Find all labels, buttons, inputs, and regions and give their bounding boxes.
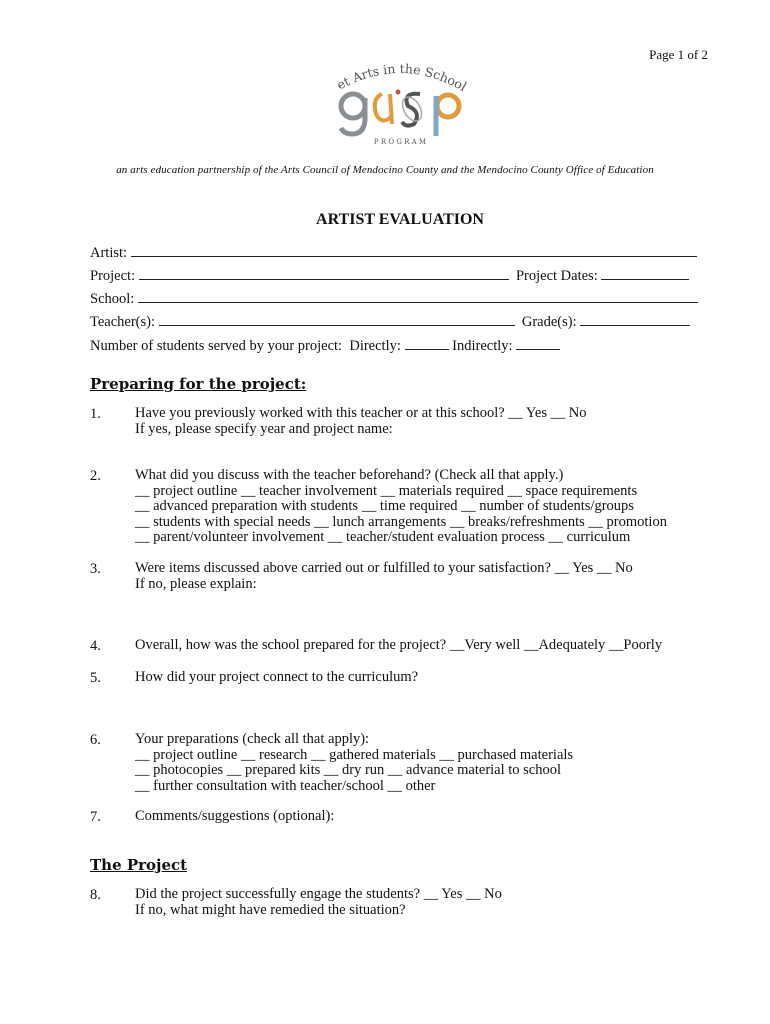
gasp-logo	[330, 58, 470, 150]
q6-line: __ project outline __ research __ gathered materials __ purchased materials	[135, 746, 574, 763]
q6-line: Your preparations (check all that apply):	[135, 731, 370, 747]
form-title: ARTIST EVALUATION	[316, 211, 484, 228]
project-dates-input[interactable]	[601, 266, 689, 280]
q4-number: 4.	[90, 638, 101, 654]
q2-line: __ project outline __ teacher involvement __ materials required __ space requirements	[135, 482, 638, 499]
project-input[interactable]	[139, 266, 509, 280]
question-8[interactable]	[135, 887, 502, 918]
q2-line: What did you discuss with the teacher beforehand? (Check all that apply.)	[135, 467, 564, 483]
q6-line: __ further consultation with teacher/school __ other	[135, 777, 436, 794]
teacher-field-row	[90, 312, 690, 331]
school-field-row	[90, 289, 698, 308]
students-field-row	[90, 336, 560, 355]
q7-number: 7.	[90, 809, 101, 825]
q2-line: __ advanced preparation with students __ time required __ number of students/groups	[135, 498, 634, 514]
question-4[interactable]	[135, 638, 662, 654]
school-input[interactable]	[138, 289, 698, 303]
section-the-project: The Project	[90, 856, 188, 874]
q8-number: 8.	[90, 887, 101, 903]
indirectly-label: Indirectly:	[452, 338, 513, 354]
q2-line: __ parent/volunteer involvement __ teacher/student evaluation process __ curriculum	[135, 529, 631, 545]
q5-line: How did your project connect to the curriculum?	[135, 669, 419, 685]
project-dates-label: Project Dates:	[515, 268, 598, 284]
question-2[interactable]	[135, 468, 667, 546]
q2-line: __ students with special needs __ lunch arrangements __ breaks/refreshments __ promotion	[135, 513, 667, 530]
q6-line: __ photocopies __ prepared kits __ dry run __ advance material to school	[135, 762, 562, 778]
artist-label: Artist:	[90, 245, 128, 261]
q8-line: If no, what might have remedied the situation?	[135, 901, 406, 918]
artist-field-row	[90, 243, 697, 262]
artist-input[interactable]	[131, 243, 697, 257]
tagline: an arts education partnership of the Arts Council of Mendocino County and the Mendocino County Office of Education	[116, 164, 654, 176]
logo-arc-text: et Arts in the School	[334, 60, 470, 95]
question-5[interactable]	[135, 670, 418, 686]
question-7[interactable]	[135, 809, 334, 825]
school-label: School:	[90, 291, 135, 307]
q5-number: 5.	[90, 670, 101, 686]
section-preparing: Preparing for the project:	[90, 375, 307, 393]
directly-input[interactable]	[405, 336, 449, 350]
project-label: Project:	[90, 268, 136, 284]
q1-line: Have you previously worked with this teacher or at this school? __ Yes __ No	[135, 405, 587, 421]
question-6[interactable]	[135, 732, 573, 794]
directly-label: Directly:	[349, 338, 401, 354]
grades-label: Grade(s):	[521, 314, 577, 330]
question-1[interactable]	[135, 406, 586, 437]
page-number: Page 1 of 2	[649, 47, 708, 62]
question-3[interactable]	[135, 561, 633, 592]
q3-number: 3.	[90, 561, 101, 577]
q6-number: 6.	[90, 732, 101, 748]
q3-line: If no, please explain:	[135, 575, 257, 592]
q7-line: Comments/suggestions (optional):	[135, 808, 335, 824]
gasp-logo-graphic	[330, 58, 470, 150]
indirectly-input[interactable]	[516, 336, 560, 350]
teachers-input[interactable]	[159, 312, 515, 326]
grades-input[interactable]	[580, 312, 690, 326]
q1-number: 1.	[90, 406, 101, 422]
q2-number: 2.	[90, 468, 101, 484]
logo-sub-text: P R O G R A M	[373, 138, 427, 146]
q4-line: Overall, how was the school prepared for the project? __Very well __Adequately __Poorly	[135, 637, 663, 653]
q8-line: Did the project successfully engage the students? __ Yes __ No	[135, 886, 502, 902]
students-label: Number of students served by your project:	[90, 338, 343, 354]
q1-line: If yes, please specify year and project name:	[135, 420, 393, 437]
project-field-row	[90, 266, 689, 285]
q3-line: Were items discussed above carried out or fulfilled to your satisfaction? __ Yes __ No	[135, 560, 633, 576]
teachers-label: Teacher(s):	[90, 314, 155, 330]
